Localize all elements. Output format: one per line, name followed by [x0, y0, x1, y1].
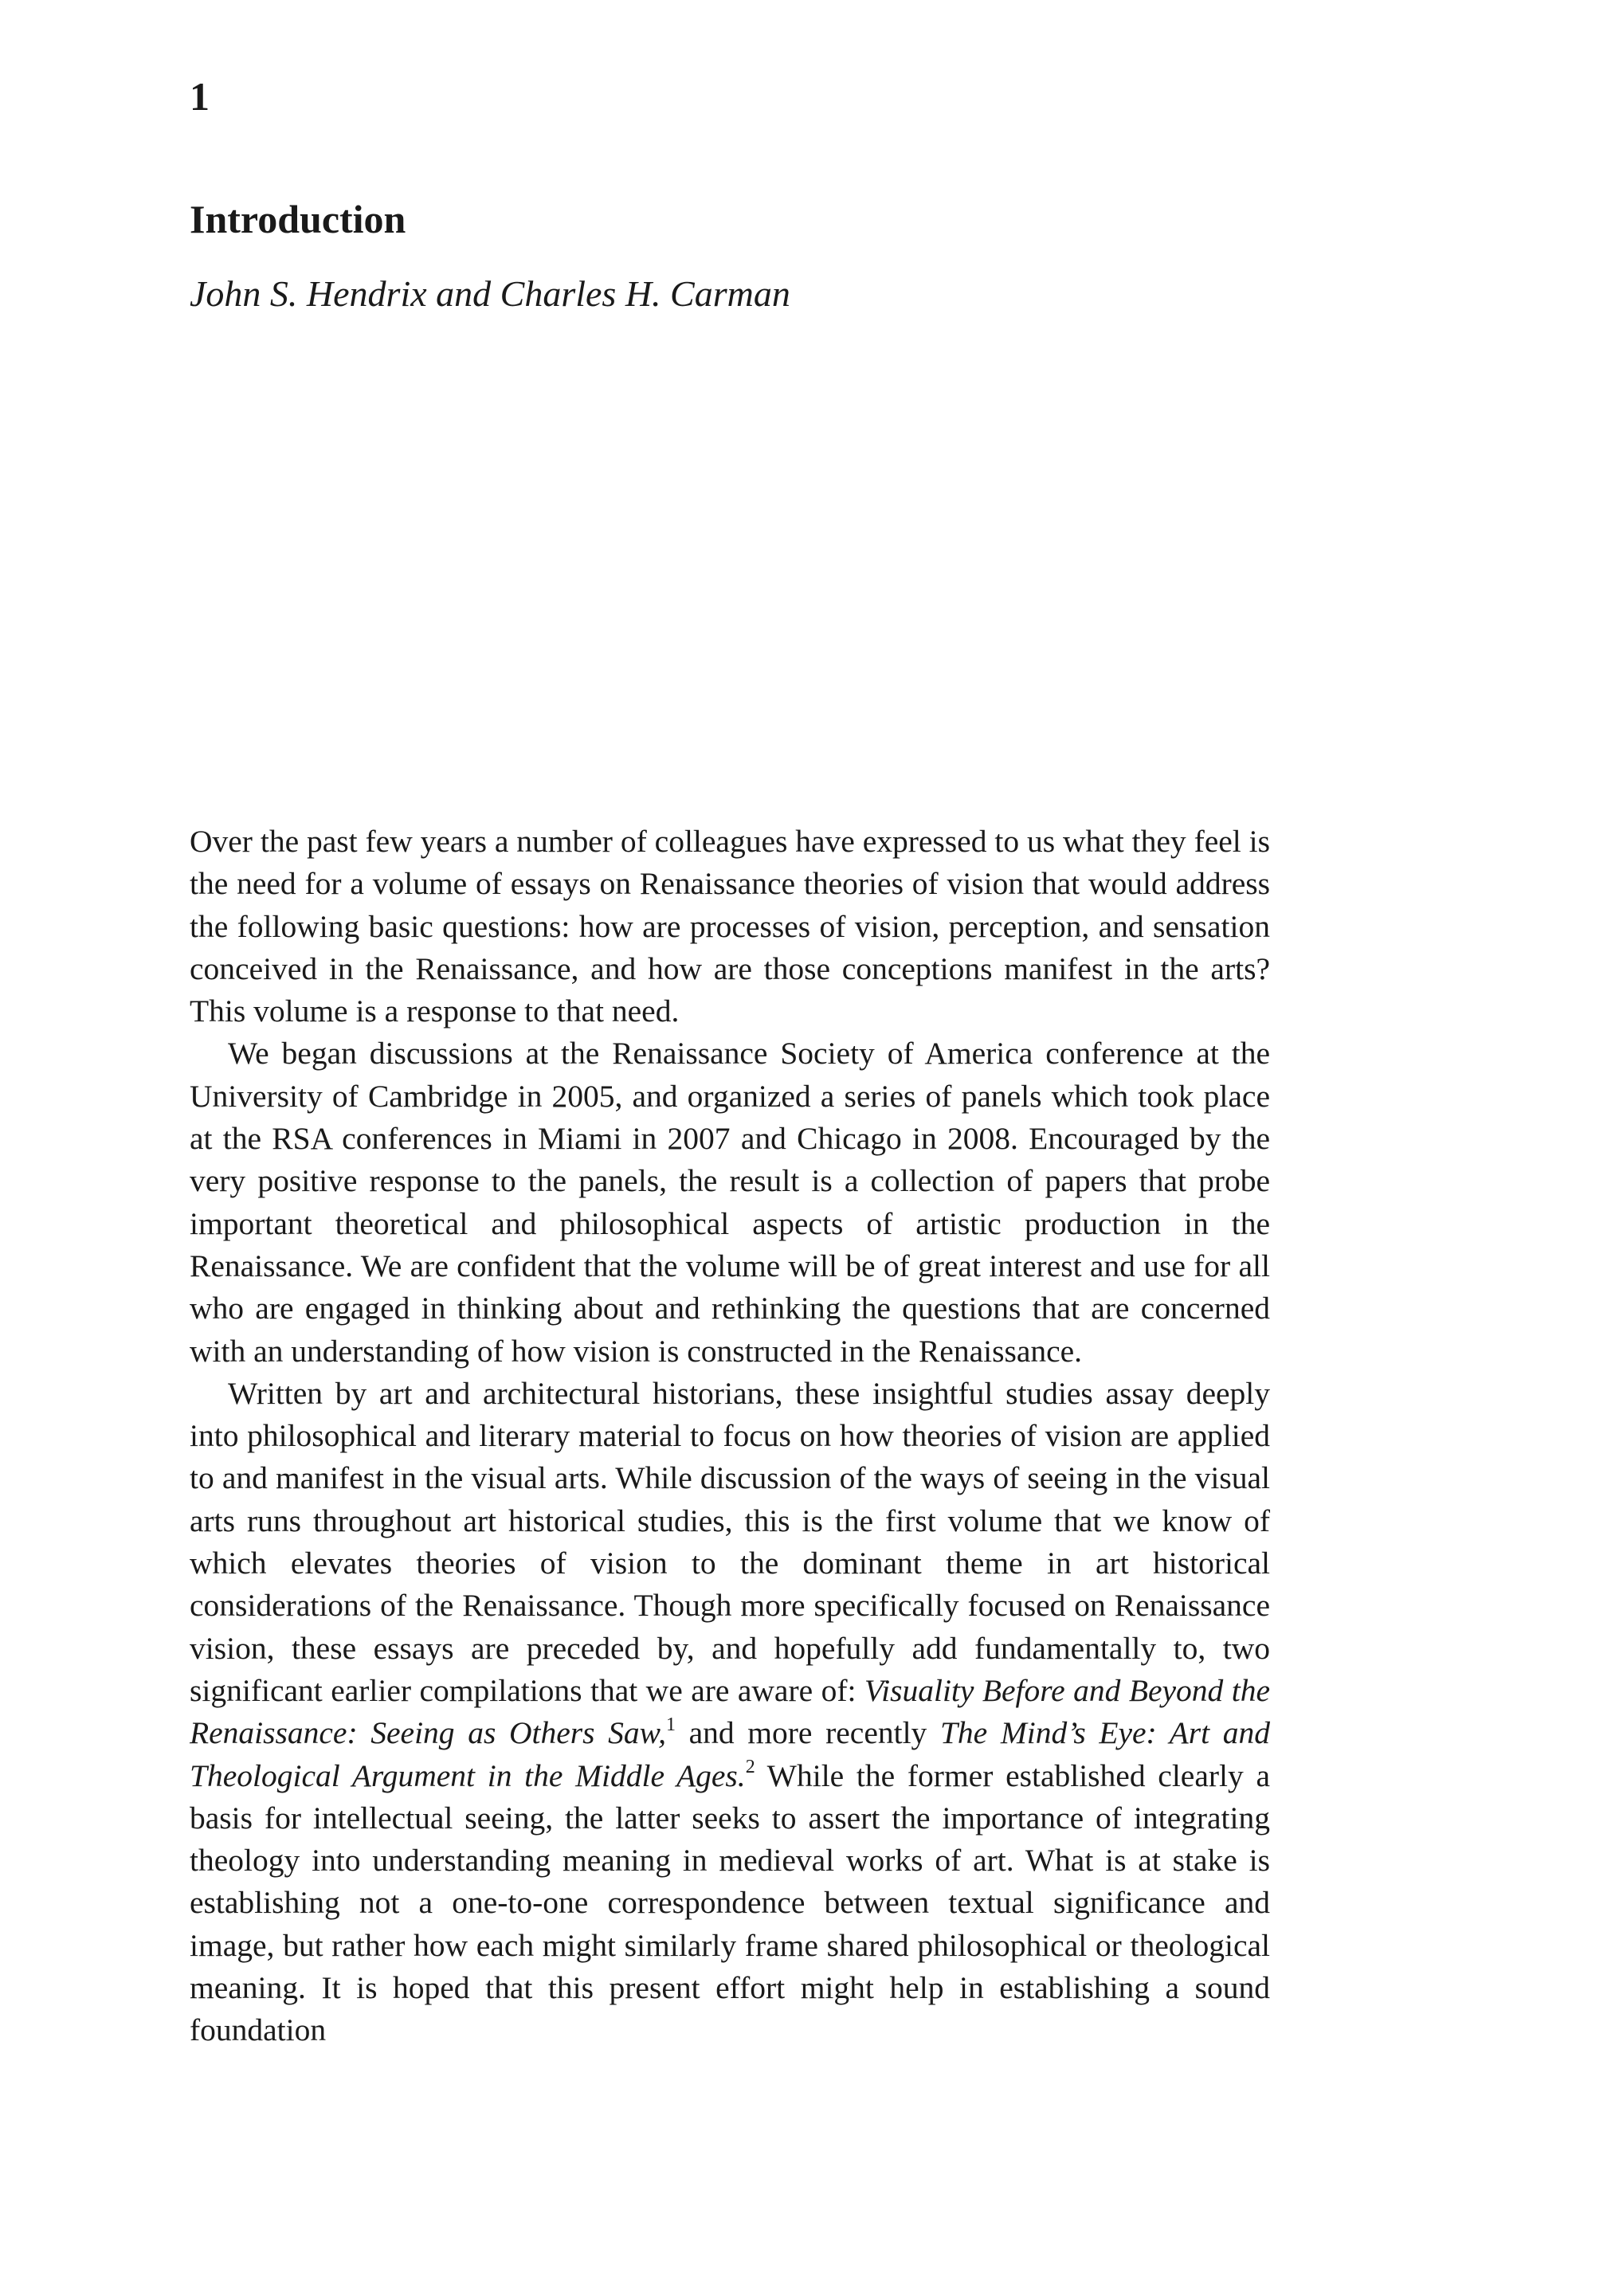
- paragraph-3: [190, 1373, 1270, 2052]
- chapter-number: 1: [190, 74, 210, 119]
- chapter-body: [190, 821, 1270, 2052]
- book-title-visuality: Visuality Before and Beyond the Renaissance: Seeing as Others Saw,: [190, 1672, 1270, 1751]
- paragraph-1: Over the past few years a number of colleagues have expressed to us what they feel is the need for a volume of essays on Renaissance theories of vision that would address the following basic questions: how are processes of vision, perception, and sensation conceived in the Renaissance, and how are those conceptions manifest in the arts? This volume is a response to that need.: [190, 824, 1270, 1029]
- paragraph-2: We began discussions at the Renaissance Society of America conference at the University of Cambridge in 2005, and organized a series of panels which took place at the RSA conferences in Miami in 2007 and Chicago in 2008. Encouraged by the very positive response to the panels, the result is a collection of papers that probe important theoretical and philosophical aspects of artistic production in the Renaissance. We are confident that the volume will be of great interest and use for all who are engaged in thinking about and rethinking the questions that are concerned with an understanding of how vision is constructed in the Renaissance.: [190, 1036, 1270, 1369]
- paragraph-3-text: Written by art and architectural historians, these insightful studies assay deeply into philosophical and literary material to focus on how theories of vision are applied to and manifest in the visual arts. While discussion of the ways of seeing in the visual arts runs throughout art historical studies, this is the first volume that we know of which elevates theories of vision to the dominant theme in art historical considerations of the Renaissance. Though more specifically focused on Renaissance vision, these essays are preceded by, and hopefully add fundamentally to, two significant earlier compilations that we are aware of:: [190, 1375, 1270, 1708]
- footnote-ref-1[interactable]: 1: [665, 1714, 676, 1736]
- book-title-minds-eye: The Mind’s Eye: Art and Theological Argument in the Middle Ages.: [190, 1715, 1271, 1793]
- footnote-ref-2[interactable]: 2: [745, 1757, 755, 1778]
- paragraph-3-text: While the former established clearly a basis for intellectual seeing, the latter seeks to assert the importance of integrating theology into understanding meaning in medieval works of art. What is at stake is establishing not a one-to-one correspondence between textual significance and image, but rather how each might similarly frame shared philosophical or theological meaning. It is hoped that this present effort might help in establishing a sound foundation: [190, 1757, 1270, 2048]
- paragraph-3-text: and more recently: [675, 1715, 940, 1751]
- chapter-authors: John S. Hendrix and Charles H. Carman: [190, 273, 790, 314]
- chapter-title: Introduction: [190, 197, 406, 241]
